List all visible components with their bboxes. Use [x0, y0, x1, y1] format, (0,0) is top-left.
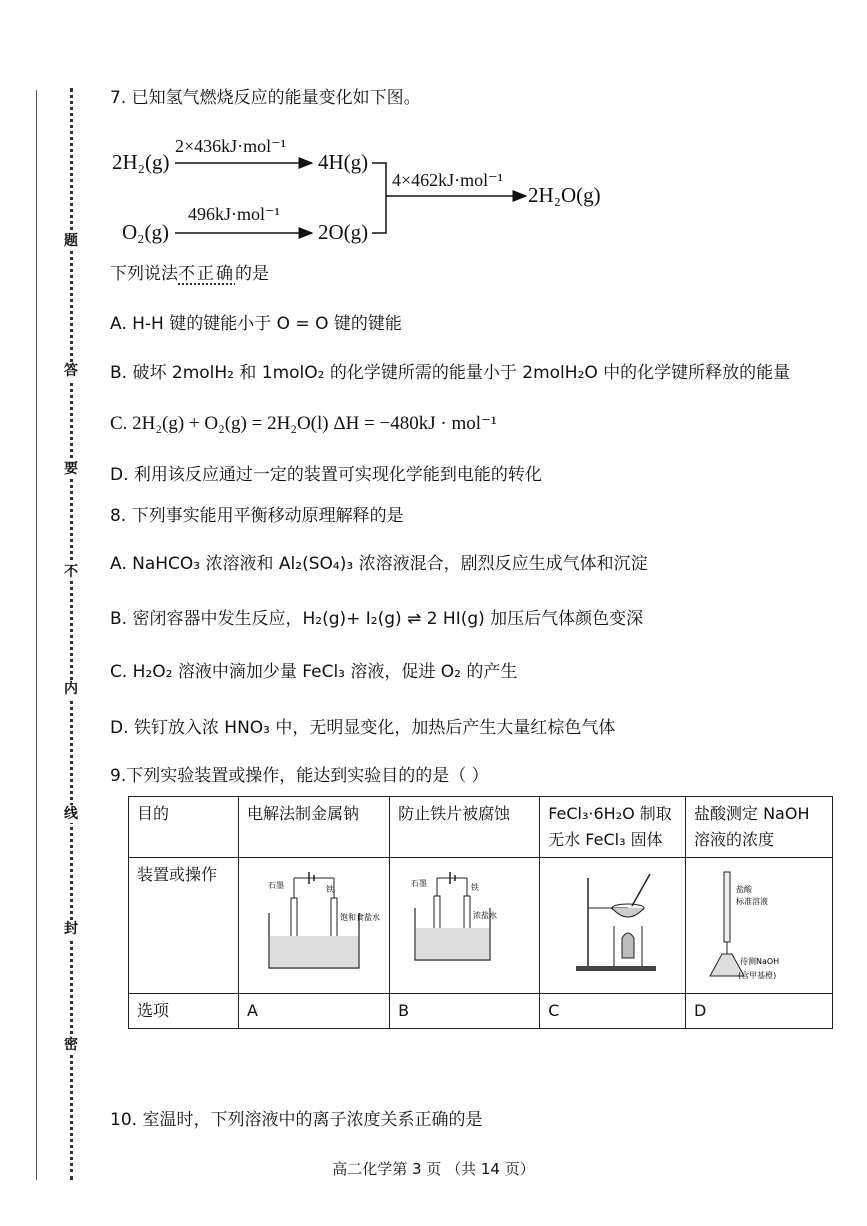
electrode-label: 铁: [470, 883, 479, 892]
species-label: O₂(g): [122, 220, 169, 244]
corrosion-protection-apparatus-image: [405, 868, 525, 978]
q9-table: [128, 796, 833, 1029]
diagram-arrows: [0, 0, 867, 300]
page-footer: 高二化学第 3 页 （共 14 页）: [332, 1160, 535, 1178]
energy-label: 2×436kJ·mol⁻¹: [175, 136, 287, 156]
purpose-cell: 盐酸测定 NaOH 溶液的浓度: [686, 797, 833, 858]
q7-option-b: B. 破坏 2molH₂ 和 1molO₂ 的化学键所需的能量小于 2molH₂O 中的化学键所释放的能量: [110, 363, 791, 383]
seal-char: 线: [64, 806, 78, 822]
burette-label: 盐酸: [736, 885, 752, 894]
prompt-text: 下列说法: [110, 264, 178, 284]
electrolysis-apparatus-image: [254, 868, 381, 978]
option-cell: D: [686, 994, 833, 1029]
electrode-label: 铁: [326, 885, 335, 894]
species-label: 2H₂(g): [112, 150, 170, 174]
row-header: 装置或操作: [129, 858, 239, 994]
seal-char: 密: [64, 1037, 78, 1053]
apparatus-cell: [390, 858, 540, 994]
q7-stem: 7. 已知氢气燃烧反应的能量变化如下图。: [110, 88, 421, 108]
q7-prompt: [110, 262, 269, 286]
seal-char: 要: [64, 461, 78, 477]
table-row: [129, 858, 833, 994]
species-label: 4H(g): [318, 150, 369, 174]
table-row: [129, 994, 833, 1029]
q7-option-a: A. H-H 键的键能小于 O = O 键的键能: [110, 314, 402, 334]
option-cell: C: [540, 994, 686, 1029]
apparatus-cell: [238, 858, 389, 994]
purpose-cell: 电解法制金属钠: [238, 797, 389, 858]
energy-label: 496kJ·mol⁻¹: [188, 204, 280, 224]
solution-label: 饱和食盐水: [340, 913, 381, 922]
apparatus-cell: [540, 858, 686, 994]
seal-char: 封: [64, 921, 78, 937]
flask-label: 待测NaOH: [740, 957, 780, 966]
flask-label: (含甲基橙): [738, 971, 777, 980]
q8-option-b: B. 密闭容器中发生反应，H₂(g)+ I₂(g) ⇌ 2 HI(g) 加压后气体颜色变深: [110, 609, 644, 629]
q8-option-c: C. H₂O₂ 溶液中滴加少量 FeCl₃ 溶液，促进 O₂ 的产生: [110, 662, 518, 682]
electrode-label: 石墨: [410, 879, 427, 888]
bracket: [372, 163, 386, 233]
energy-label: 4×462kJ·mol⁻¹: [392, 170, 504, 190]
apparatus-cell: [686, 858, 833, 994]
row-header: 选项: [129, 994, 239, 1029]
seal-char: 内: [64, 681, 78, 697]
species-label: 2O(g): [318, 220, 369, 244]
q7-option-c: C. 2H₂(g) + O₂(g) = 2H₂O(l) ΔH = −480kJ · mol⁻¹: [110, 413, 497, 434]
evaporation-apparatus-image: [558, 868, 668, 978]
titration-apparatus-image: [694, 868, 824, 986]
table-row: [129, 797, 833, 858]
q7-option-d: D. 利用该反应通过一定的装置可实现化学能到电能的转化: [110, 465, 542, 485]
q8-option-a: A. NaHCO₃ 浓溶液和 Al₂(SO₄)₃ 浓溶液混合，剧烈反应生成气体和沉淀: [110, 554, 648, 574]
q8-stem: 8. 下列事实能用平衡移动原理解释的是: [110, 506, 404, 526]
solution-label: 浓盐水: [472, 911, 497, 920]
burette-label: 标准溶液: [736, 897, 768, 906]
q10-stem: 10. 室温时，下列溶液中的离子浓度关系正确的是: [110, 1110, 483, 1130]
seal-char: 题: [64, 233, 78, 249]
purpose-cell: FeCl₃·6H₂O 制取无水 FeCl₃ 固体: [540, 797, 686, 858]
row-header: 目的: [129, 797, 239, 858]
electrode-label: 石墨: [268, 881, 285, 890]
emphasis-text: 不正确: [178, 264, 235, 284]
prompt-text: 的是: [235, 264, 269, 284]
species-label: 2H₂O(g): [528, 183, 601, 207]
q8-option-d: D. 铁钉放入浓 HNO₃ 中，无明显变化，加热后产生大量红棕色气体: [110, 718, 616, 738]
option-cell: A: [238, 994, 389, 1029]
purpose-cell: 防止铁片被腐蚀: [390, 797, 540, 858]
q9-stem: 9.下列实验装置或操作，能达到实验目的的是（ ）: [110, 766, 489, 786]
seal-char: 不: [64, 564, 78, 580]
option-cell: B: [390, 994, 540, 1029]
seal-char: 答: [64, 363, 78, 379]
